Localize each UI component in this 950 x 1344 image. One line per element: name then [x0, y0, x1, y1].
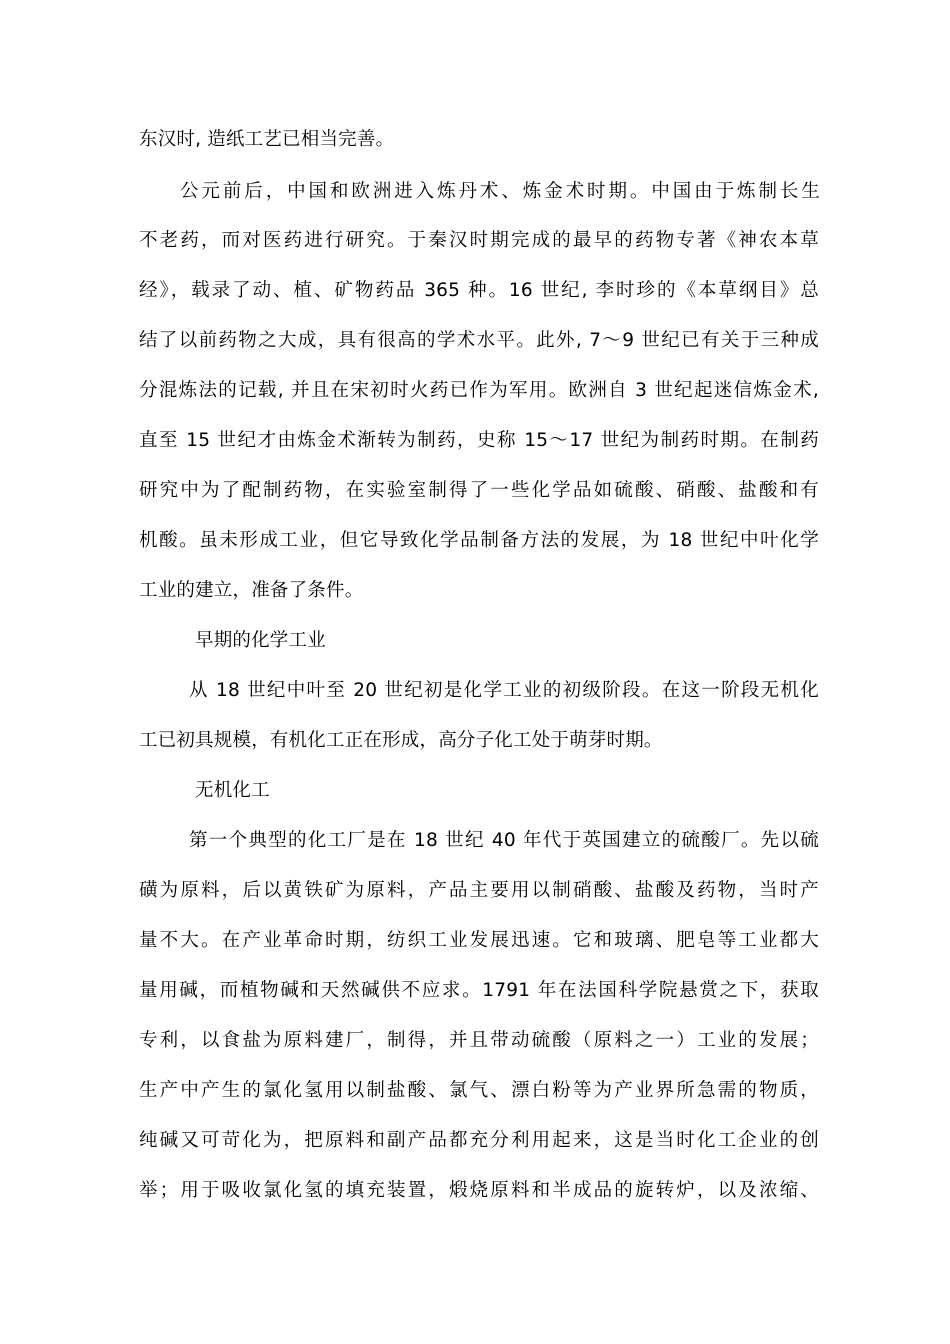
text-line: 研究中为了配制药物，在实验室制得了一些化学品如硫酸、硝酸、盐酸和有	[139, 480, 819, 501]
text-line: 纯碱又可苛化为，把原料和副产品都充分利用起来，这是当时化工企业的创	[139, 1130, 819, 1151]
text-line: 经》，载录了动、植、矿物药品 365 种。16 世纪, 李时珍的《本草纲目》总	[139, 280, 819, 301]
section-heading: 无机化工	[195, 780, 270, 801]
text-line: 生产中产生的氯化氢用以制盐酸、氯气、漂白粉等为产业界所急需的物质，	[139, 1080, 819, 1101]
section-heading: 早期的化学工业	[195, 630, 326, 651]
text-line: 结了以前药物之大成，具有很高的学术水平。此外, 7～9 世纪已有关于三种成	[139, 330, 819, 351]
text-line: 分混炼法的记载, 并且在宋初时火药已作为军用。欧洲自 3 世纪起迷信炼金术,	[139, 380, 819, 401]
text-line: 工业的建立，准备了条件。	[139, 580, 364, 601]
text-line: 直至 15 世纪才由炼金术渐转为制药，史称 15～17 世纪为制药时期。在制药	[139, 430, 819, 451]
text-line: 第一个典型的化工厂是在 18 世纪 40 年代于英国建立的硫酸厂。先以硫	[189, 830, 819, 851]
text-line: 专利，以食盐为原料建厂，制得，并且带动硫酸（原料之一）工业的发展；	[139, 1030, 819, 1051]
text-line: 机酸。虽未形成工业，但它导致化学品制备方法的发展，为 18 世纪中叶化学	[139, 530, 819, 551]
text-line: 公元前后，中国和欧洲进入炼丹术、炼金术时期。中国由于炼制长生	[180, 181, 820, 202]
text-line: 从 18 世纪中叶至 20 世纪初是化学工业的初级阶段。在这一阶段无机化	[189, 680, 819, 701]
text-line: 东汉时, 造纸工艺已相当完善。	[139, 129, 395, 150]
text-line: 举；用于吸收氯化氢的填充装置，煅烧原料和半成品的旋转炉，以及浓缩、	[139, 1180, 819, 1201]
text-line: 量用碱，而植物碱和天然碱供不应求。1791 年在法国科学院悬赏之下，获取	[139, 980, 819, 1001]
text-line: 不老药，而对医药进行研究。于秦汉时期完成的最早的药物专著《神农本草	[139, 230, 819, 251]
text-line: 磺为原料，后以黄铁矿为原料，产品主要用以制硝酸、盐酸及药物，当时产	[139, 880, 819, 901]
text-line: 工已初具规模，有机化工正在形成，高分子化工处于萌芽时期。	[139, 730, 663, 751]
text-line: 量不大。在产业革命时期，纺织工业发展迅速。它和玻璃、肥皂等工业都大	[139, 930, 819, 951]
